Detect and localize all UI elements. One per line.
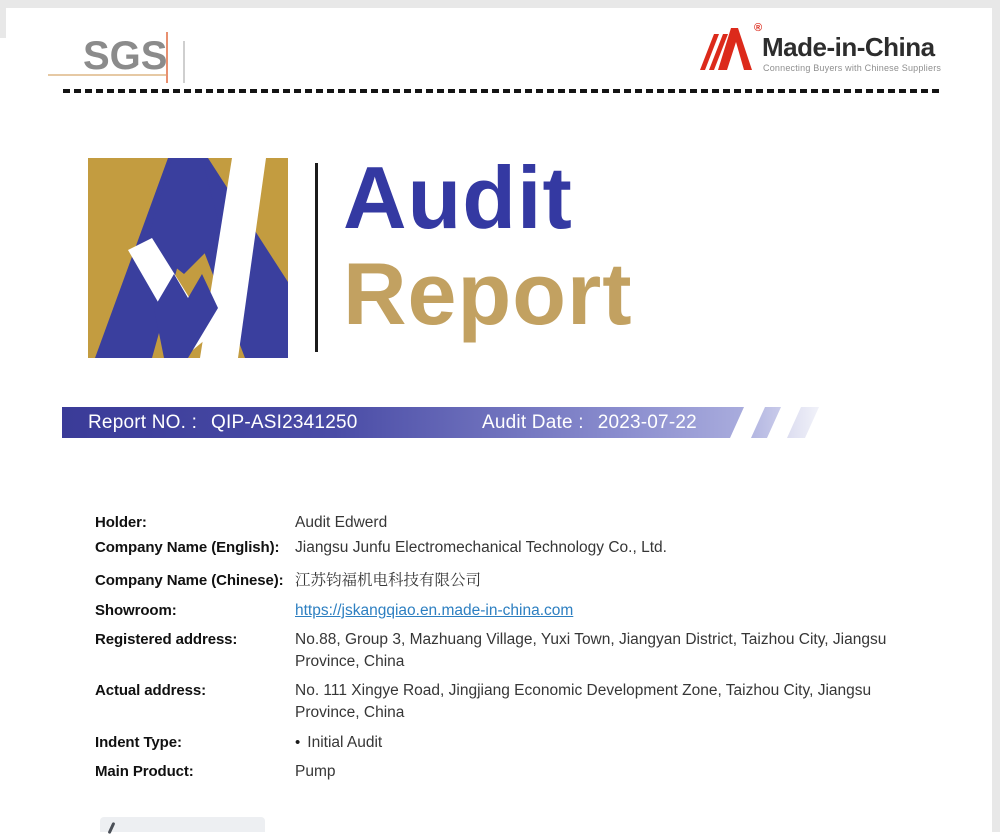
detail-label: Indent Type:	[95, 734, 182, 751]
report-bar-accent-strip-2	[787, 407, 819, 438]
audit-report-logo-icon	[88, 158, 288, 358]
audit-date-label: Audit Date :	[482, 411, 584, 433]
detail-value: No.88, Group 3, Mazhuang Village, Yuxi Town, Jiangyan District, Taizhou City, Jiangsu Province, China	[295, 631, 887, 670]
audit-date-value: 2023-07-22	[597, 411, 697, 433]
detail-label: Actual address:	[95, 682, 207, 699]
signature-mark-icon	[108, 822, 116, 834]
showroom-link[interactable]: https://jskangqiao.en.made-in-china.com	[295, 602, 574, 619]
detail-label: Main Product:	[95, 763, 194, 780]
detail-row-registered-address	[95, 629, 905, 673]
detail-row-holder	[95, 512, 905, 534]
indent-type-value: Initial Audit	[307, 734, 383, 751]
detail-row-actual-address	[95, 680, 905, 724]
registered-trademark-icon: ®	[754, 22, 763, 34]
made-in-china-m-icon	[698, 22, 763, 72]
detail-row-company-name-chinese	[95, 570, 905, 592]
report-info-bar	[62, 407, 882, 438]
detail-label: Holder:	[95, 514, 147, 531]
detail-value: Jiangsu Junfu Electromechanical Technology Co., Ltd.	[295, 539, 667, 556]
detail-value: 江苏钧福机电科技有限公司	[295, 572, 482, 589]
page-frame-left	[0, 0, 6, 38]
made-in-china-logo	[698, 22, 942, 80]
page-title-line1: Audit	[343, 148, 573, 247]
detail-value: Pump	[295, 763, 336, 780]
detail-row-company-name-english	[95, 537, 905, 559]
page-title-line2: Report	[343, 244, 633, 343]
report-number-group	[88, 407, 358, 438]
page-title	[343, 150, 633, 342]
made-in-china-wordmark: Made-in-China	[762, 32, 935, 62]
sgs-logo	[48, 28, 198, 88]
report-number-value: QIP-ASI2341250	[211, 411, 358, 433]
detail-value	[295, 600, 895, 622]
detail-row-showroom	[95, 600, 905, 622]
report-number-label: Report NO. :	[88, 411, 198, 433]
report-bar-accent-strip-1	[751, 407, 781, 438]
detail-row-indent-type	[95, 732, 905, 754]
bullet-icon: •	[295, 734, 301, 751]
dashed-separator	[63, 89, 940, 93]
made-in-china-tagline: Connecting Buyers with Chinese Suppliers	[763, 63, 942, 73]
next-section-cutoff	[100, 817, 265, 832]
sgs-logo-text: SGS	[83, 34, 168, 78]
page-frame-top	[0, 0, 1000, 8]
audit-date-group	[482, 407, 697, 438]
detail-value: Audit Edwerd	[295, 514, 388, 531]
detail-value	[295, 732, 895, 754]
detail-label: Registered address:	[95, 631, 238, 648]
detail-row-main-product	[95, 761, 905, 783]
detail-label: Showroom:	[95, 602, 177, 619]
sgs-vertical-line-gray	[183, 41, 185, 83]
hero-divider-line	[315, 163, 318, 352]
detail-label: Company Name (Chinese):	[95, 572, 284, 589]
detail-label: Company Name (English):	[95, 539, 280, 556]
page-frame-right	[992, 0, 1000, 832]
company-details	[95, 512, 905, 783]
detail-value: No. 111 Xingye Road, Jingjiang Economic Development Zone, Taizhou City, Jiangsu Province, China	[295, 682, 872, 721]
